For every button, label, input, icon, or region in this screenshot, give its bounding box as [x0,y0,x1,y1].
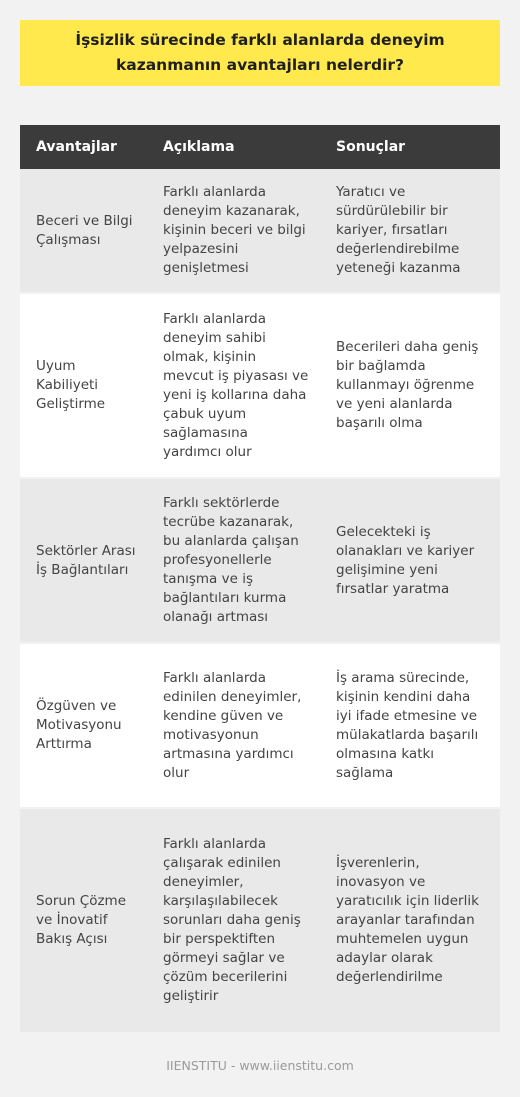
table-row [20,644,500,809]
advantage-cell: Sektörler Arası İş Bağlantıları [20,479,147,644]
table-header-row [20,125,500,169]
table-row [20,479,500,644]
advantage-cell: Özgüven ve Motivasyonu Arttırma [20,644,147,809]
description-cell: Farklı alanlarda deneyim sahibi olmak, kişinin mevcut iş piyasası ve yeni iş kollarına daha çabuk uyum sağlamasına yardımcı olur [147,294,320,479]
description-cell: Farklı alanlarda deneyim kazanarak, kişinin beceri ve bilgi yelpazesini genişletmesi [147,169,320,294]
advantage-cell: Beceri ve Bilgi Çalışması [20,169,147,294]
result-cell: İşverenlerin, inovasyon ve yaratıcılık için liderlik arayanlar tarafından muhtemelen uygun adaylar olarak değerlendirilme [320,809,500,1034]
footer-source: IIENSTITU - www.iienstitu.com [166,1058,354,1073]
page-title: İşsizlik sürecinde farklı alanlarda deneyim kazanmanın avantajları nelerdir? [75,31,445,74]
description-cell: Farklı sektörlerde tecrübe kazanarak, bu alanlarda çalışan profesyonellerle tanışma ve iş bağlantıları kurma olanağı artması [147,479,320,644]
advantages-table [20,125,500,1034]
result-cell: Becerileri daha geniş bir bağlamda kullanmayı öğrenme ve yeni alanlarda başarılı olma [320,294,500,479]
column-header-description: Açıklama [147,125,320,169]
description-cell: Farklı alanlarda edinilen deneyimler, kendine güven ve motivasyonun artmasına yardımcı olur [147,644,320,809]
description-cell: Farklı alanlarda çalışarak edinilen deneyimler, karşılaşılabilecek sorunları daha geniş bir perspektiften görmeyi sağlar ve çözüm becerilerini geliştirir [147,809,320,1034]
title-banner [20,20,500,86]
column-header-advantages: Avantajlar [20,125,147,169]
result-cell: Yaratıcı ve sürdürülebilir bir kariyer, fırsatları değerlendirebilme yeteneği kazanma [320,169,500,294]
advantage-cell: Uyum Kabiliyeti Geliştirme [20,294,147,479]
table-row [20,169,500,294]
table-row [20,809,500,1034]
result-cell: Gelecekteki iş olanakları ve kariyer gelişimine yeni fırsatlar yaratma [320,479,500,644]
advantage-cell: Sorun Çözme ve İnovatif Bakış Açısı [20,809,147,1034]
table-row [20,294,500,479]
column-header-results: Sonuçlar [320,125,500,169]
result-cell: İş arama sürecinde, kişinin kendini daha iyi ifade etmesine ve mülakatlarda başarılı olmasına katkı sağlama [320,644,500,809]
